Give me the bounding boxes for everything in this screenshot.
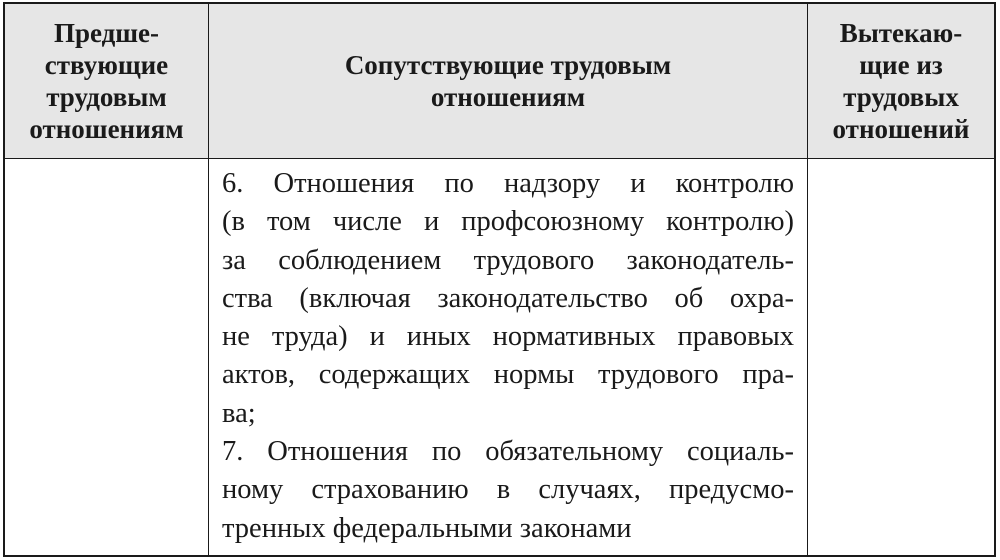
body-cell-following [808,159,994,555]
text-line: ному страхованию в случаях, предусмо- [222,474,794,506]
text-line: актов, содержащих нормы трудового пра- [222,359,794,391]
header-line: отношениям [430,82,586,112]
header-preceding [5,4,209,159]
header-line: трудовых [843,82,959,112]
body-cell-accompanying [209,159,808,555]
header-following [808,4,994,159]
text-line: 6. Отношения по надзору и контролю [222,168,794,199]
text-line: не труда) и иных нормативных правовых [222,321,794,353]
text-line: ства (включая законодательство об охра- [222,282,794,314]
text-line: (в том числе и профсоюзному контролю) [222,206,794,238]
header-line: Предше- [53,18,160,48]
header-accompanying [209,4,808,159]
text-line: 7. Отношения по обязательному социаль- [222,436,794,468]
body-cell-preceding [5,159,209,555]
header-line: отношениям [29,114,184,144]
header-line: щие из [859,50,943,80]
text-line: тренных федеральными законами [222,512,632,544]
text-line: за соблюдением трудового законодатель- [222,244,794,276]
header-line: трудовым [46,82,167,112]
header-line: отношений [832,114,970,144]
header-line: ствующие [44,50,169,80]
header-line: Вытекаю- [839,18,963,48]
legal-relations-table [3,2,996,557]
header-line: Сопутствующие трудовым [344,50,672,80]
text-line: ва; [222,397,256,429]
